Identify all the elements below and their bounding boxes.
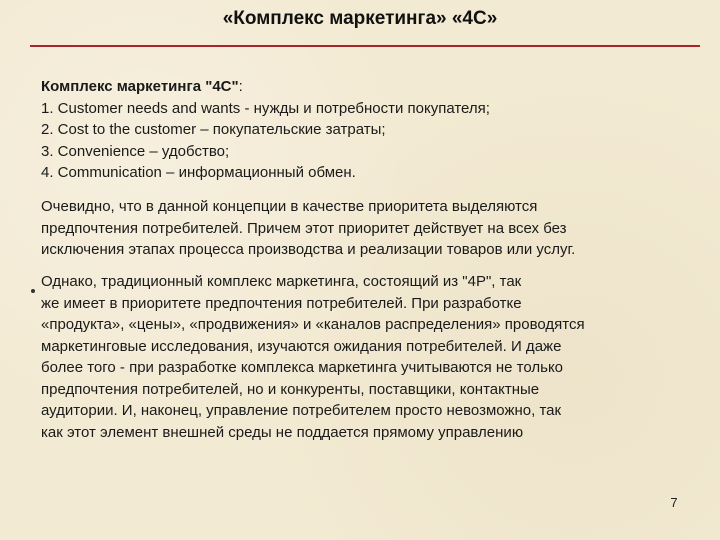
list-heading-bold: Комплекс маркетинга "4С" xyxy=(41,78,239,95)
list-item-term: 1. Customer needs and wants xyxy=(41,99,241,117)
paragraph-line: аудитории. И, наконец, управление потребителем просто невозможно, так xyxy=(41,402,562,419)
page-number: 7 xyxy=(670,495,678,510)
paragraph-priority xyxy=(41,196,691,261)
list-item-desc: – информационный обмен. xyxy=(161,164,356,181)
marketing-4c-list xyxy=(41,76,691,184)
list-item-term: 3. Convenience xyxy=(41,142,146,160)
list-item-term: 4. Communication xyxy=(41,164,162,181)
paragraph-line: маркетинговые исследования, изучаются ожидания потребителей. И даже xyxy=(41,337,562,355)
list-item xyxy=(41,141,691,163)
list-item-desc: - нужды и потребности покупателя; xyxy=(240,99,490,117)
paragraph-line: Очевидно, что в данной концепции в качестве приоритета выделяются xyxy=(41,198,538,215)
paragraph-line: как этот элемент внешней среды не поддается прямому управлению xyxy=(41,423,524,441)
list-heading xyxy=(41,76,691,98)
paragraph-line: исключения этапах процесса производства и реализации товаров или услуг. xyxy=(41,241,576,258)
paragraph-4p xyxy=(41,271,701,443)
paragraph-line: «продукта», «цены», «продвижения» и «каналов распределения» проводятся xyxy=(41,316,585,333)
paragraph-line: предпочтения потребителей. Причем этот приоритет действует на всех без xyxy=(41,219,567,237)
slide-title: «Комплекс маркетинга» «4С» xyxy=(222,8,498,29)
list-item xyxy=(41,119,691,141)
list-heading-colon: : xyxy=(238,78,243,95)
list-item xyxy=(41,162,691,184)
paragraph-line: Однако, традиционный комплекс маркетинга, состоящий из "4Р", так xyxy=(41,273,522,290)
list-item-desc: – удобство; xyxy=(145,142,230,160)
paragraph-line: более того - при разработке комплекса маркетинга учитываются не только xyxy=(41,359,564,376)
list-item xyxy=(41,98,691,120)
list-item-desc: – покупательские затраты; xyxy=(196,121,386,138)
paragraph-line: же имеет в приоритете предпочтения потребителей. При разработке xyxy=(41,294,522,312)
paragraph-line: предпочтения потребителей, но и конкуренты, поставщики, контактные xyxy=(41,380,540,398)
list-item-term: 2. Cost to the customer xyxy=(41,121,197,138)
title-divider xyxy=(30,45,700,47)
bullet-dot xyxy=(31,289,35,293)
